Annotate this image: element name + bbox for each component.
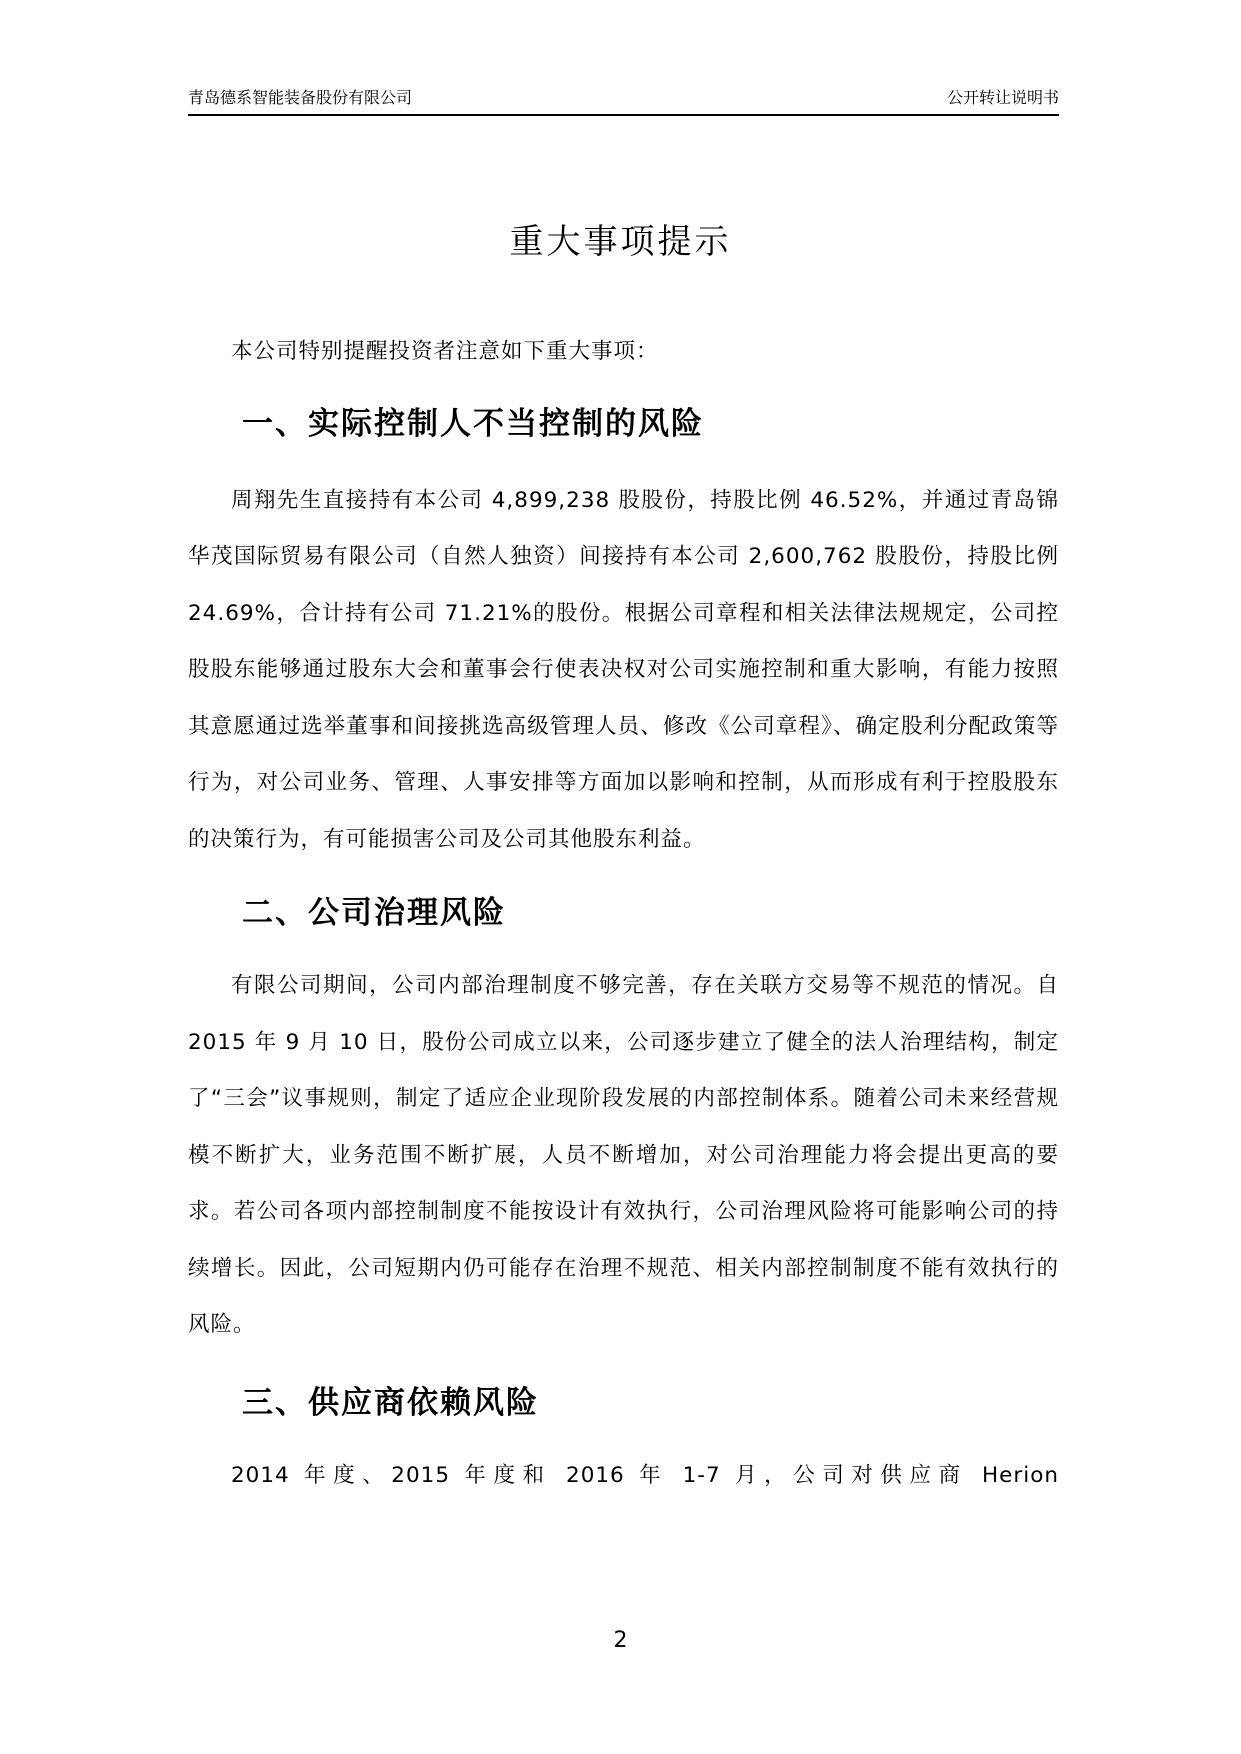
section-heading-control-risk: 一、实际控制人不当控制的风险 [242, 405, 704, 442]
document-body [188, 324, 1059, 1504]
page-number: 2 [613, 1628, 628, 1653]
section-body-governance-risk: 有限公司期间，公司内部治理制度不够完善，存在关联方交易等不规范的情况。自 2015 年 9 月 10 日，股份公司成立以来，公司逐步建立了健全的法人治理结构，制定了“三会”议事规则，制定了适应企业现阶段发展的内部控制体系。随着公司未来经营规模不断扩大，业务范围不断扩展，人员不断增加，对公司治理能力将会提出更高的要求。若公司各项内部控制制度不能按设计有效执行，公司治理风险将可能影响公司的持续增长。因此，公司短期内仍可能存在治理不规范、相关内部控制制度不能有效执行的风险。 [188, 973, 1059, 1337]
page-header [188, 84, 1059, 116]
section-body-control-risk: 周翔先生直接持有本公司 4,899,238 股股份，持股比例 46.52%，并通过青岛锦华茂国际贸易有限公司（自然人独资）间接持有本公司 2,600,762 股股份，持股比例 24.69%，合计持有公司 71.21%的股份。根据公司章程和相关法律法规规定，公司控股股东能够通过股东大会和董事会行使表决权对公司实施控制和重大影响，有能力按照其意愿通过选举董事和间接挑选高级管理人员、修改《公司章程》、确定股利分配政策等行为，对公司业务、管理、人事安排等方面加以影响和控制，从而形成有利于控股股东的决策行为，有可能损害公司及公司其他股东利益。 [188, 487, 1059, 852]
intro-paragraph: 本公司特别提醒投资者注意如下重大事项： [231, 339, 659, 364]
page-title: 重大事项提示 [509, 222, 732, 262]
header-company-name: 青岛德系智能装备股份有限公司 [188, 88, 413, 107]
section-heading-governance-risk: 二、公司治理风险 [242, 895, 506, 931]
section-body-supplier-risk: 2014 年度、2015 年度和 2016 年 1-7 月，公司对供应商 Herion [231, 1462, 1059, 1488]
section-heading-supplier-risk: 三、供应商依赖风险 [242, 1384, 539, 1421]
header-document-type: 公开转让说明书 [946, 88, 1059, 107]
